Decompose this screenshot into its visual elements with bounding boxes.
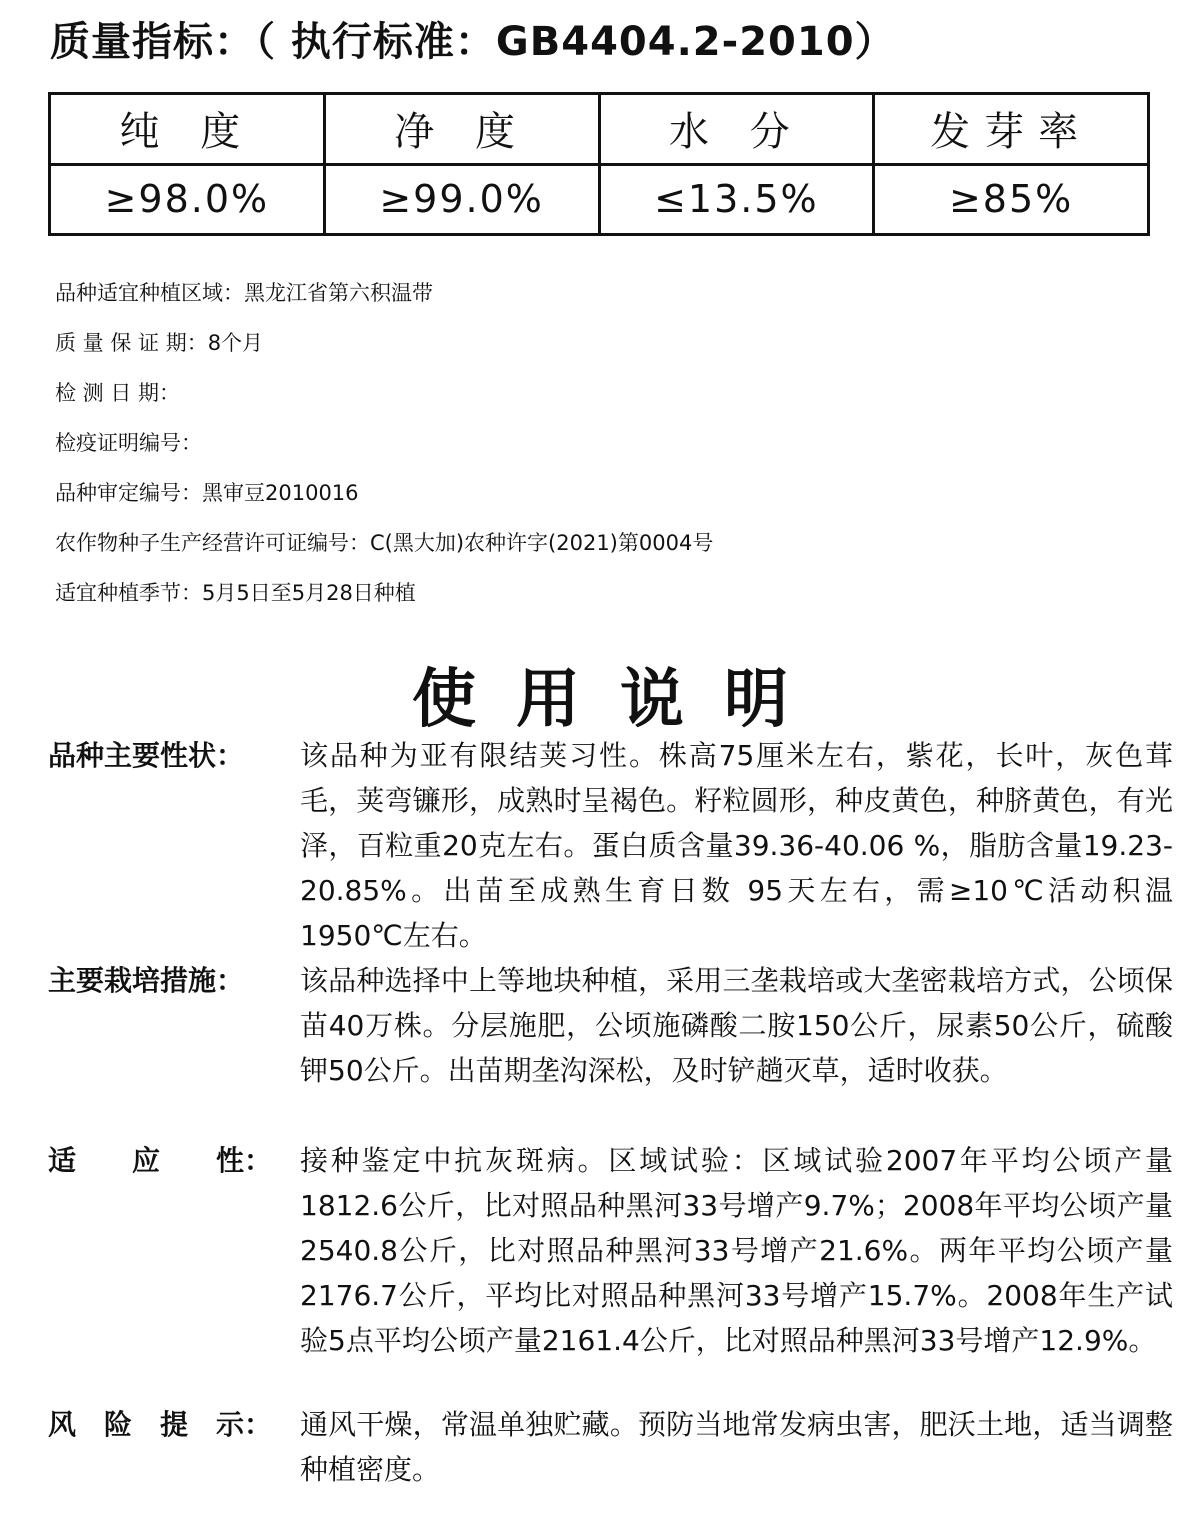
value-germination: ≥85% [874, 164, 1149, 235]
section-characteristics [48, 733, 1173, 958]
info-list [55, 268, 713, 618]
value-cleanliness: ≥99.0% [324, 164, 599, 235]
section-label: 风 险 提 示： [48, 1408, 273, 1441]
section-label: 主要栽培措施： [48, 964, 245, 997]
section-label: 适 应 性： [48, 1144, 273, 1177]
section-text: 该品种为亚有限结荚习性。株高75厘米左右，紫花，长叶，灰色茸毛，荚弯镰形，成熟时呈褐色。籽粒圆形，种皮黄色，种脐黄色，有光泽，百粒重20克左右。蛋白质含量39.36-40.06 %，脂肪含量19.23-20.85%。出苗至成熟生育日数 95天左右，需≥10℃活动积温1950℃左右。 [300, 739, 1173, 952]
info-planting-region: 品种适宜种植区域：黑龙江省第六积温带 [55, 281, 433, 305]
header-germination: 发芽率 [874, 94, 1149, 165]
info-test-date: 检 测 日 期： [55, 381, 181, 405]
section-adaptability [48, 1138, 1173, 1363]
section-label: 品种主要性状： [48, 739, 245, 772]
section-text: 通风干燥，常温单独贮藏。预防当地常发病虫害，肥沃土地，适当调整种植密度。 [300, 1408, 1173, 1486]
table-header-row [50, 94, 1149, 165]
header-purity: 纯 度 [50, 94, 325, 165]
value-moisture: ≤13.5% [599, 164, 874, 235]
header-cleanliness: 净 度 [324, 94, 599, 165]
instructions-title: 使用说明 [412, 663, 828, 737]
info-license-number: 农作物种子生产经营许可证编号：C(黑大加)农种许字(2021)第0004号 [55, 531, 714, 555]
info-warranty-period: 质 量 保 证 期：8个月 [55, 331, 264, 355]
info-quarantine-number: 检疫证明编号： [55, 431, 202, 455]
section-text: 接种鉴定中抗灰斑病。区域试验：区域试验2007年平均公顷产量1812.6公斤，比对照品种黑河33号增产9.7%；2008年平均公顷产量2540.8公斤，比对照品种黑河33号增产21.6%。两年平均公顷产量2176.7公斤，平均比对照品种黑河33号增产15.7%。2008年生产试验5点平均公顷产量2161.4公斤，比对照品种黑河33号增产12.9%。 [300, 1144, 1173, 1357]
section-text: 该品种选择中上等地块种植，采用三垄栽培或大垄密栽培方式，公顷保苗40万株。分层施肥，公顷施磷酸二胺150公斤，尿素50公斤，硫酸钾50公斤。出苗期垄沟深松，及时铲趟灭草，适时收获。 [300, 964, 1173, 1087]
quality-table [48, 92, 1150, 236]
table-value-row [50, 164, 1149, 235]
page-title: 质量指标：（ 执行标准：GB4404.2-2010） [50, 19, 896, 65]
section-cultivation [48, 958, 1173, 1093]
header-moisture: 水 分 [599, 94, 874, 165]
info-approval-number: 品种审定编号：黑审豆2010016 [55, 481, 359, 505]
info-planting-season: 适宜种植季节：5月5日至5月28日种植 [55, 581, 416, 605]
section-risk [48, 1402, 1173, 1492]
value-purity: ≥98.0% [50, 164, 325, 235]
